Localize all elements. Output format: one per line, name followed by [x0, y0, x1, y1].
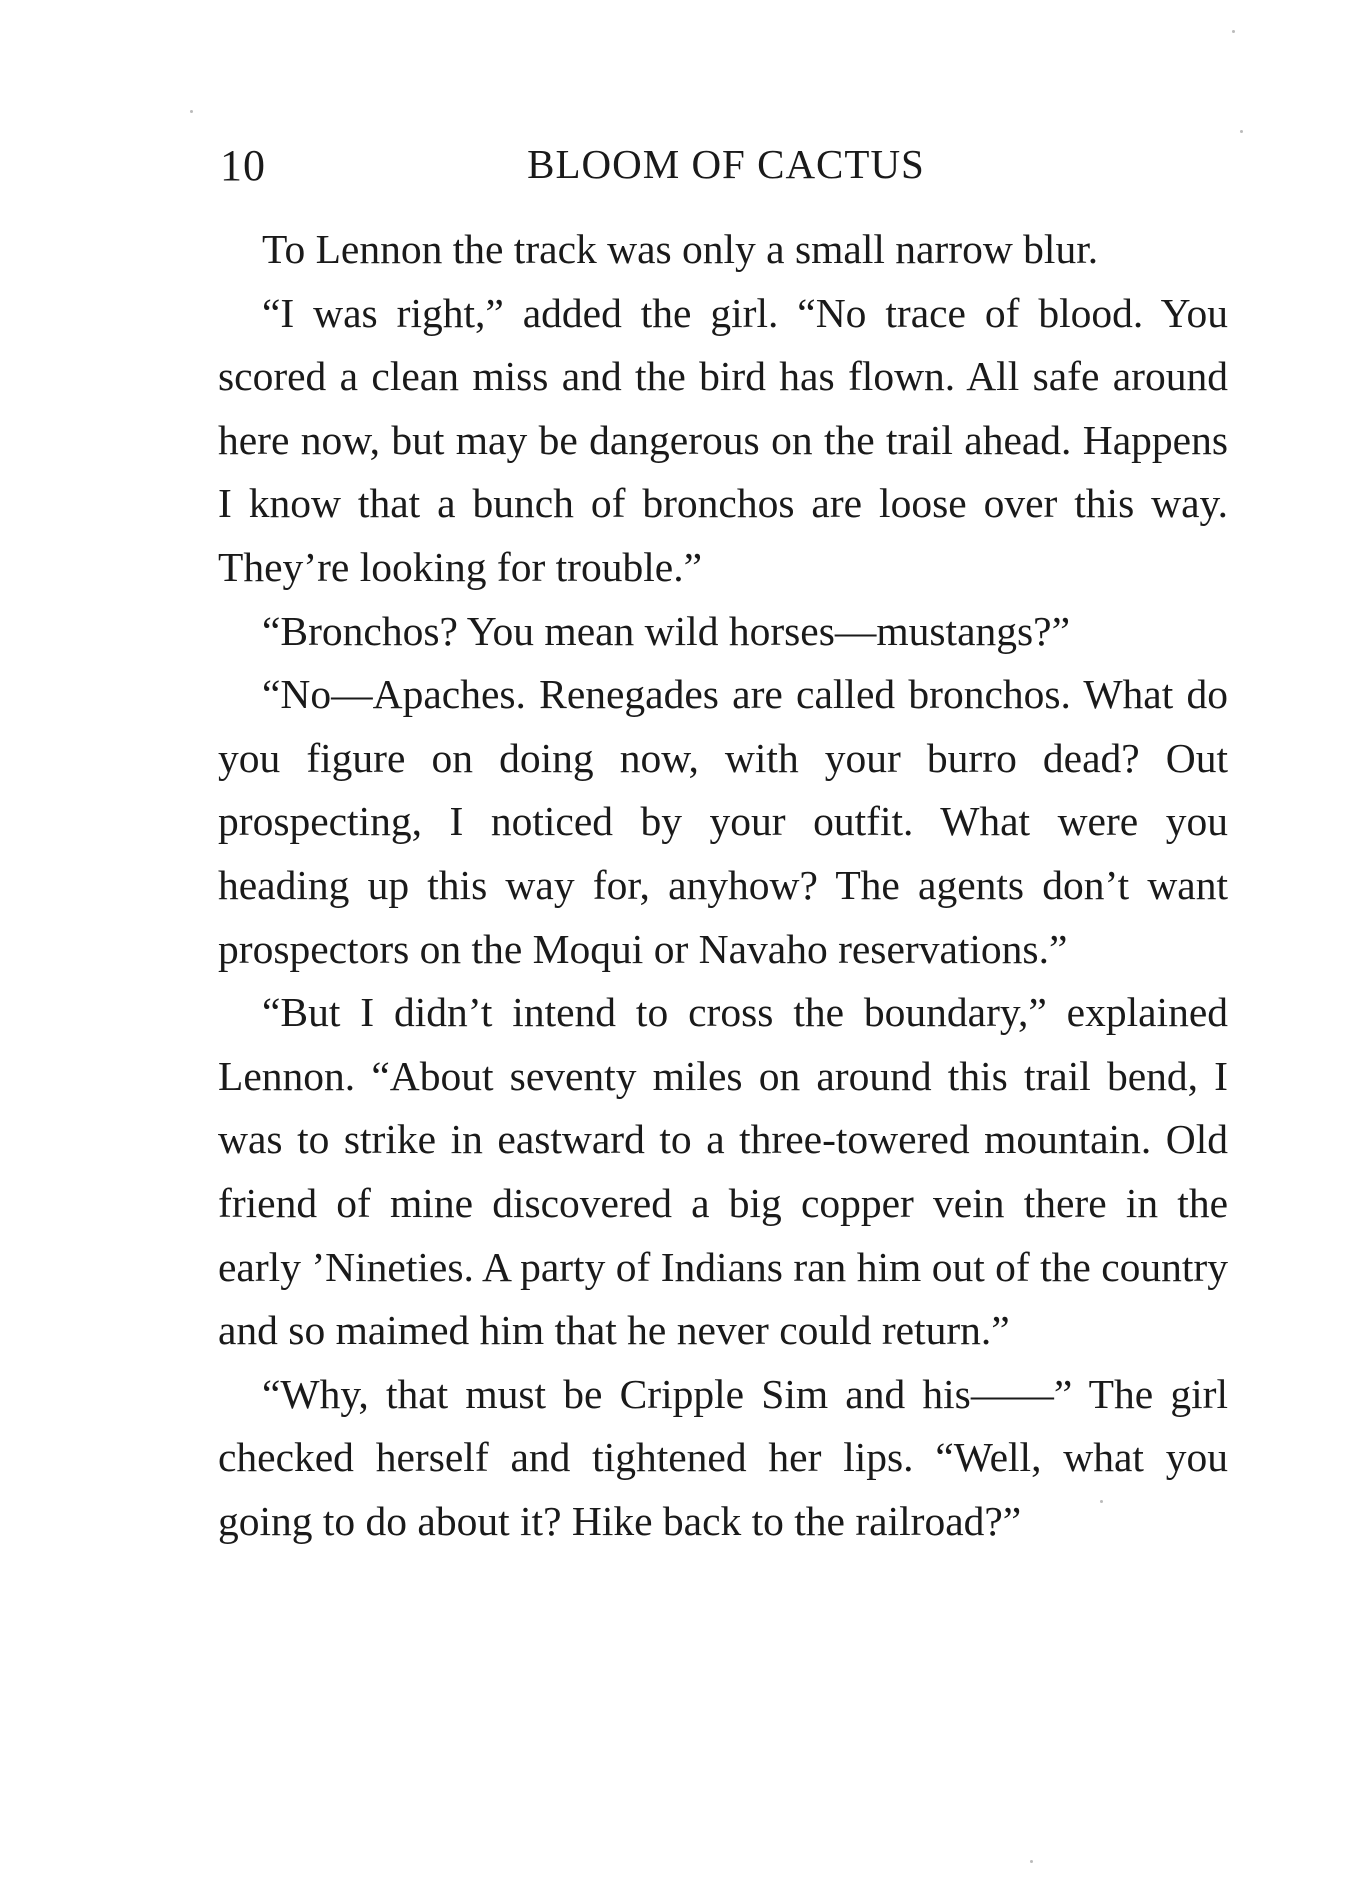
- paragraph: “Why, that must be Cripple Sim and his——” The girl checked herself and tightened her lips. “Well, what you going to do about it? Hike back to the railroad?”: [218, 1370, 1228, 1544]
- page-number: 10: [220, 141, 266, 190]
- body-text: [218, 218, 1228, 1553]
- paper-speck: [1030, 1860, 1033, 1863]
- paragraph: To Lennon the track was only a small narrow blur.: [262, 226, 1099, 272]
- paper-speck: [1240, 130, 1243, 133]
- paragraph: “No—Apaches. Renegades are called bronchos. What do you figure on doing now, with your burro dead? Out prospecting, I noticed by your outfit. What were you heading up this way for, anyhow? The agents don’t want prospectors on the Moqui or Navaho reservations.”: [218, 671, 1228, 972]
- paragraph: “I was right,” added the girl. “No trace of blood. You scored a clean miss and the bird has flown. All safe around here now, but may be dangerous on the trail ahead. Happens I know that a bunch of bronchos are loose over this way. They’re looking for trouble.”: [218, 289, 1228, 590]
- paragraph: “But I didn’t intend to cross the boundary,” explained Lennon. “About seventy miles on around this trail bend, I was to strike in eastward to a three-towered mountain. Old friend of mine discovered a big copper vein there in the early ’Nineties. A party of Indians ran him out of the country and so maimed him that he never could return.”: [218, 989, 1228, 1354]
- paper-speck: [190, 110, 193, 113]
- running-title: BLOOM OF CACTUS: [527, 141, 925, 187]
- paragraph: “Bronchos? You mean wild horses—mustangs?”: [262, 607, 1070, 654]
- paper-speck: [1100, 1500, 1103, 1503]
- page-header: [220, 140, 1232, 200]
- paper-speck: [1232, 30, 1235, 33]
